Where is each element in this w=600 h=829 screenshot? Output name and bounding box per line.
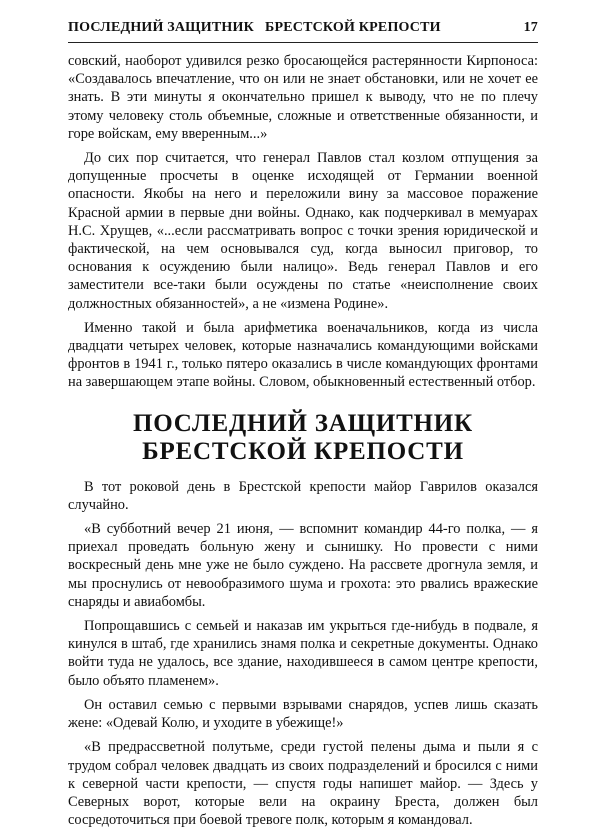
paragraph: «В предрассветной полутьме, среди густой пелены дыма и пыли я с трудом собрал человек двадцать из своих подразделений и бросился с ними к северной части крепости, — спустя годы напишет майор. — Здесь у Северных ворот, которые вели на окраину Бреста, должен был сосредоточиться при боевой тревоге полк, которым я командовал. <box>68 739 538 829</box>
paragraph: Он оставил семью с первыми взрывами снарядов, успев лишь сказать жене: «Одевай Колю, и уходите в убежище!» <box>68 696 538 732</box>
paragraph: Именно такой и была арифметика военачальников, когда из числа двадцати четырех человек, которые назначались командующими войсками фронтов в 1941 г., только пятеро оказались в числе командующих фронтами на завершающем этапе войны. Словом, обыкновенный естественный отбор. <box>68 319 538 391</box>
page-number: 17 <box>523 20 538 35</box>
paragraph: До сих пор считается, что генерал Павлов стал козлом отпущения за допущенные просчеты в оценке исходящей от Германии военной опасности. Якобы на него и переложили вину за массовое поражение Красной армии в первые дни войны. Однако, как подчеркивал в мемуарах Н.С. Хрущев, «...если рассматривать вопрос с точки зрения юридической и фактической, на чем основывался суд, когда выносил приговор, то основания к осуждению были налицо». Ведь генерал Павлов и его заместители все-таки были осуждены по статье «неисполнение своих должностных обязанностей», а не «измена Родине». <box>68 150 538 312</box>
section-heading-line: ПОСЛЕДНИЙ ЗАЩИТНИК <box>133 409 473 437</box>
paragraph: В тот роковой день в Брестской крепости майор Гаврилов оказался случайно. <box>68 478 538 513</box>
running-header-title: ПОСЛЕДНИЙ ЗАЩИТНИК БРЕСТСКОЙ КРЕПОСТИ <box>68 20 441 35</box>
section-heading <box>68 410 538 466</box>
paragraph: совский, наоборот удивился резко бросающейся растерянности Кирпоноса: «Создавалось впечатление, что он или не знает обстановки, или не хочет ее знать. В эти минуты я окончательно пришел к выводу, что не по плечу этому человеку столь объемные, сложные и ответственные обязанности, и горе войскам, ему вверенным...» <box>68 53 538 142</box>
page-body <box>68 52 538 829</box>
running-header <box>68 20 538 43</box>
section-heading-line: БРЕСТСКОЙ КРЕПОСТИ <box>142 437 464 465</box>
paragraph: Попрощавшись с семьей и наказав им укрыться где-нибудь в подвале, я кинулся в штаб, где хранились знамя полка и секретные документы. Однако войти туда не удалось, все здание, находившееся в самом центре крепости, было объято пламенем». <box>68 618 538 689</box>
paragraph: «В субботний вечер 21 июня, — вспомнит командир 44-го полка, — я приехал проведать больную жену и сынишку. Но провести с ними воскресный день мне уже не было суждено. На рассвете дрогнула земля, и мы проснулись от невообразимого шума и грохота: это рвались вражеские снаряды и авиабомбы. <box>68 521 538 610</box>
